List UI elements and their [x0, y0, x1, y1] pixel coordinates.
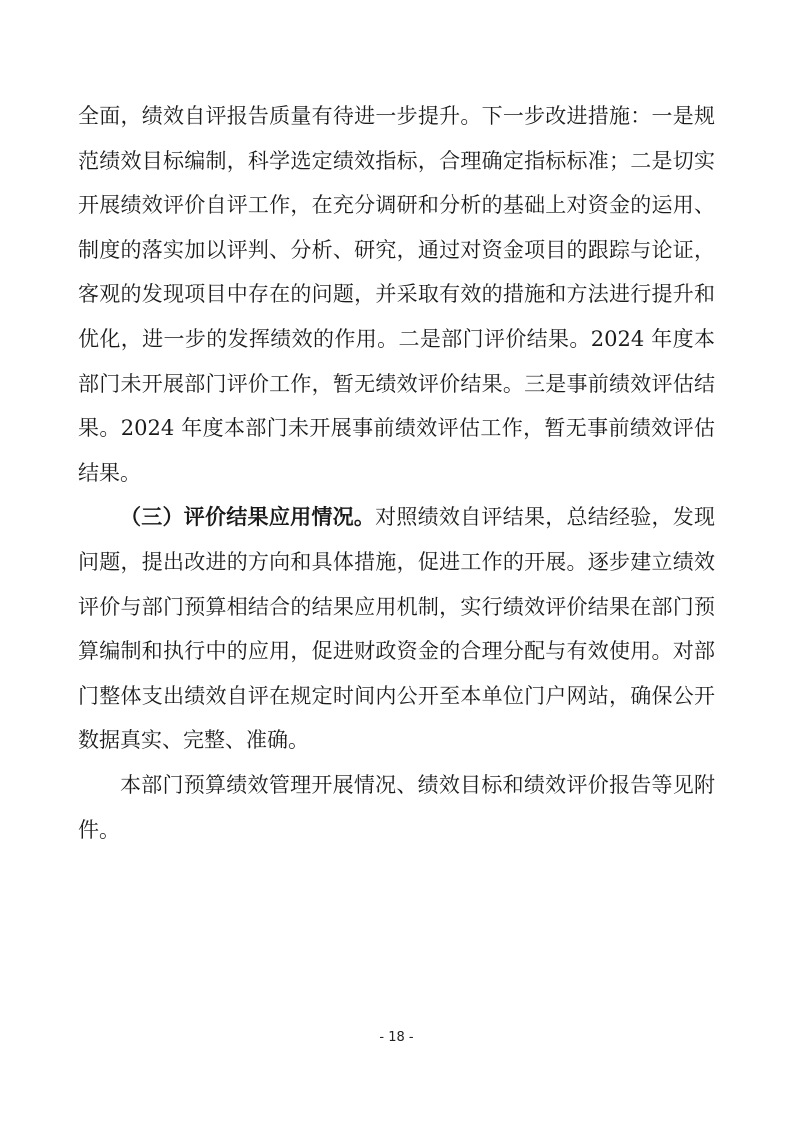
- document-body: [78, 94, 715, 852]
- paragraph-text: 本部门预算绩效管理开展情况、绩效目标和绩效评价报告等见附件。: [78, 772, 715, 842]
- paragraph-performance-measures: [78, 94, 715, 495]
- paragraph-result-application: [78, 495, 715, 763]
- paragraph-attachment-note: [78, 763, 715, 852]
- paragraph-text: 全面，绩效自评报告质量有待进一步提升。下一步改进措施：一是规范绩效目标编制，科学选定绩效指标，合理确定指标标准；二是切实开展绩效评价自评工作，在充分调研和分析的基础上对资金的运用、制度的落实加以评判、分析、研究，通过对资金项目的跟踪与论证，客观的发现项目中存在的问题，并采取有效的措施和方法进行提升和优化，进一步的发挥绩效的作用。二是部门评价结果。2024 年度本部门未开展部门评价工作，暂无绩效评价结果。三是事前绩效评估结果。2024 年度本部门未开展事前绩效评估工作，暂无事前绩效评估结果。: [78, 104, 715, 485]
- page-number: - 18 -: [379, 1030, 414, 1045]
- section-heading: （三）评价结果应用情况。: [120, 504, 376, 530]
- paragraph-text: 对照绩效自评结果，总结经验，发现问题，提出改进的方向和具体措施，促进工作的开展。逐步建立绩效评价与部门预算相结合的结果应用机制，实行绩效评价结果在部门预算编制和执行中的应用，促进财政资金的合理分配与有效使用。对部门整体支出绩效自评在规定时间内公开至本单位门户网站，确保公开数据真实、完整、准确。: [78, 505, 716, 753]
